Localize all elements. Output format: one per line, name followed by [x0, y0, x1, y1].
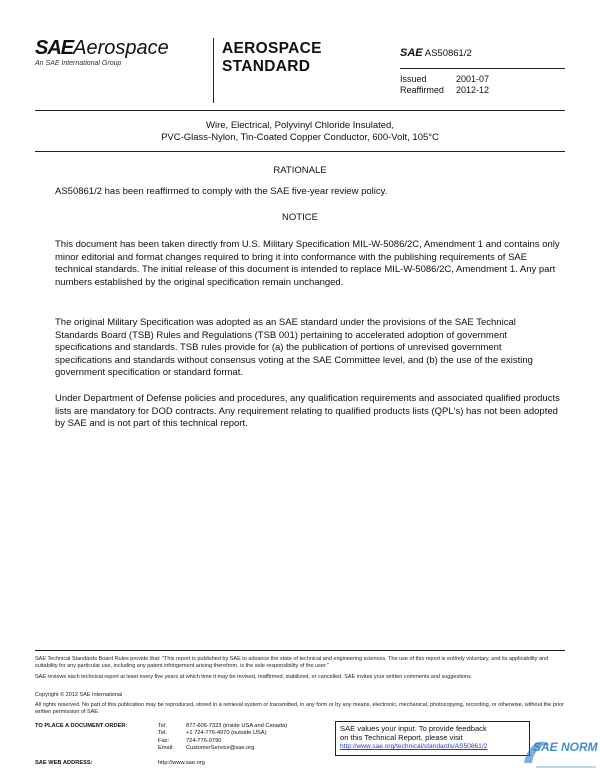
- contact-tel-row: [35, 723, 287, 730]
- web-label: SAE WEB ADDRESS:: [35, 760, 93, 766]
- logo-wordmark: [35, 38, 195, 58]
- feedback-box: [335, 721, 530, 756]
- logo-aerospace: Aerospace: [73, 37, 169, 59]
- header-divider-vertical: [213, 38, 214, 103]
- watermark-text: SAE NORM: [533, 740, 598, 754]
- tel-value[interactable]: 877-606-7323 (inside USA and Canada): [186, 723, 288, 729]
- reaffirmed-label: Reaffirmed: [400, 85, 444, 95]
- rationale-text: AS50861/2 has been reaffirmed to comply with the SAE five-year review policy.: [55, 186, 388, 197]
- order-label: TO PLACE A DOCUMENT ORDER:: [35, 723, 128, 729]
- footer-divider: [35, 650, 565, 651]
- document-subject: [35, 120, 565, 144]
- sae-aerospace-logo: [35, 38, 195, 78]
- subject-line1: Wire, Electrical, Polyvinyl Chloride Insulated,: [206, 120, 394, 131]
- doc-type-line2: STANDARD: [222, 58, 311, 75]
- reaffirmed-value: 2012-12: [456, 85, 490, 95]
- order-contact: [35, 723, 288, 766]
- issue-info: [400, 74, 489, 96]
- logo-sae: SAE: [35, 37, 74, 59]
- rationale-heading: RATIONALE: [273, 165, 327, 176]
- contact-email-row: [35, 745, 287, 752]
- web-link[interactable]: http://www.sae.org: [158, 760, 205, 766]
- contact-fax-row: [35, 738, 287, 745]
- doc-number-prefix: SAE: [400, 47, 423, 59]
- header-divider-horizontal: [35, 110, 565, 111]
- fax-value: 724-776-0790: [186, 737, 222, 744]
- issued-label: Issued: [400, 74, 427, 84]
- doc-type-line1: AEROSPACE: [222, 40, 322, 57]
- notice-paragraph-1: This document has been taken directly from U.S. Military Specification MIL-W-5086/2C, Amendment 1 and contains only minor editorial and format changes required to bring it into conformance with the publishing requirements of SAE technical standards. The initial release of this document is intended to replace MIL-W-5086/2C, Amendment 1. Any part numbers established by the original specification remain unchanged.: [55, 239, 560, 288]
- subject-divider: [35, 151, 565, 152]
- header-divider-docnum: [400, 68, 565, 69]
- contact-web-row: [35, 760, 205, 767]
- fax-label: Fax:: [158, 737, 170, 744]
- reaffirmed-row: [400, 85, 489, 96]
- tel-label: Tel:: [158, 723, 167, 729]
- email-value[interactable]: CustomerService@sae.org: [186, 744, 255, 751]
- issued-row: [400, 74, 489, 85]
- subject-line2: PVC-Glass-Nylon, Tin-Coated Copper Conductor, 600-Volt, 105°C: [161, 132, 439, 143]
- logo-tagline: An SAE International Group: [35, 60, 122, 67]
- footer-copyright: Copyright © 2012 SAE International: [35, 692, 123, 698]
- footer-tsb-rules: SAE Technical Standards Board Rules provide that: "This report is published by SAE to advance the state of technical and engineering sciences. The use of this report is entirely voluntary, and its applicability and suitability for any particular use, including any patent infringement arising therefrom, is the sole responsibility of the user.": [35, 656, 549, 669]
- tel2-value[interactable]: +1 724-776-4970 (outside USA): [186, 730, 267, 737]
- notice-heading: NOTICE: [282, 212, 318, 223]
- issued-value: 2001-07: [456, 74, 490, 84]
- tel2-label: Tel:: [158, 730, 167, 737]
- contact-tel2-row: [35, 730, 287, 737]
- footer-rights: All rights reserved. No part of this publication may be reproduced, stored in a retrieval system or transmitted, in any form or by any means, electronic, mechanical, photocopying, recording, or otherwise, without the prior written permission of SAE.: [35, 702, 564, 715]
- document-number: [400, 47, 472, 59]
- document-type: [222, 40, 322, 76]
- feedback-line1: SAE values your input. To provide feedback: [340, 724, 487, 733]
- email-label: Email:: [158, 744, 174, 751]
- feedback-link[interactable]: http://www.sae.org/technical/standards/AS50861/2: [340, 743, 488, 750]
- notice-paragraph-2: The original Military Specification was adopted as an SAE standard under the provisions of the SAE Technical Standards Board (TSB) Rules and Regulations (TSB 001) pertaining to accelerated adoption of government specifications and standards. TSB rules provide for (a) the publication of portions of unrevised government specifications and standards without consensus voting at the SAE Committee level, and (b) the use of the existing government specification or standard format.: [55, 317, 533, 379]
- notice-paragraph-3: Under Department of Defense policies and procedures, any qualification requirements and associated qualified products lists are mandatory for DOD contracts. Any requirement relating to qualified products lists (QPL's) has not been adopted by SAE and is not part of this technical report.: [55, 393, 560, 430]
- feedback-line2: on this Technical Report, please visit: [340, 733, 463, 742]
- footer-review: SAE reviews each technical report at least every five years at which time it may be revised, reaffirmed, stabilized, or cancelled. SAE invites your written comments and suggestions.: [35, 674, 473, 680]
- doc-number-value: AS50861/2: [424, 48, 472, 59]
